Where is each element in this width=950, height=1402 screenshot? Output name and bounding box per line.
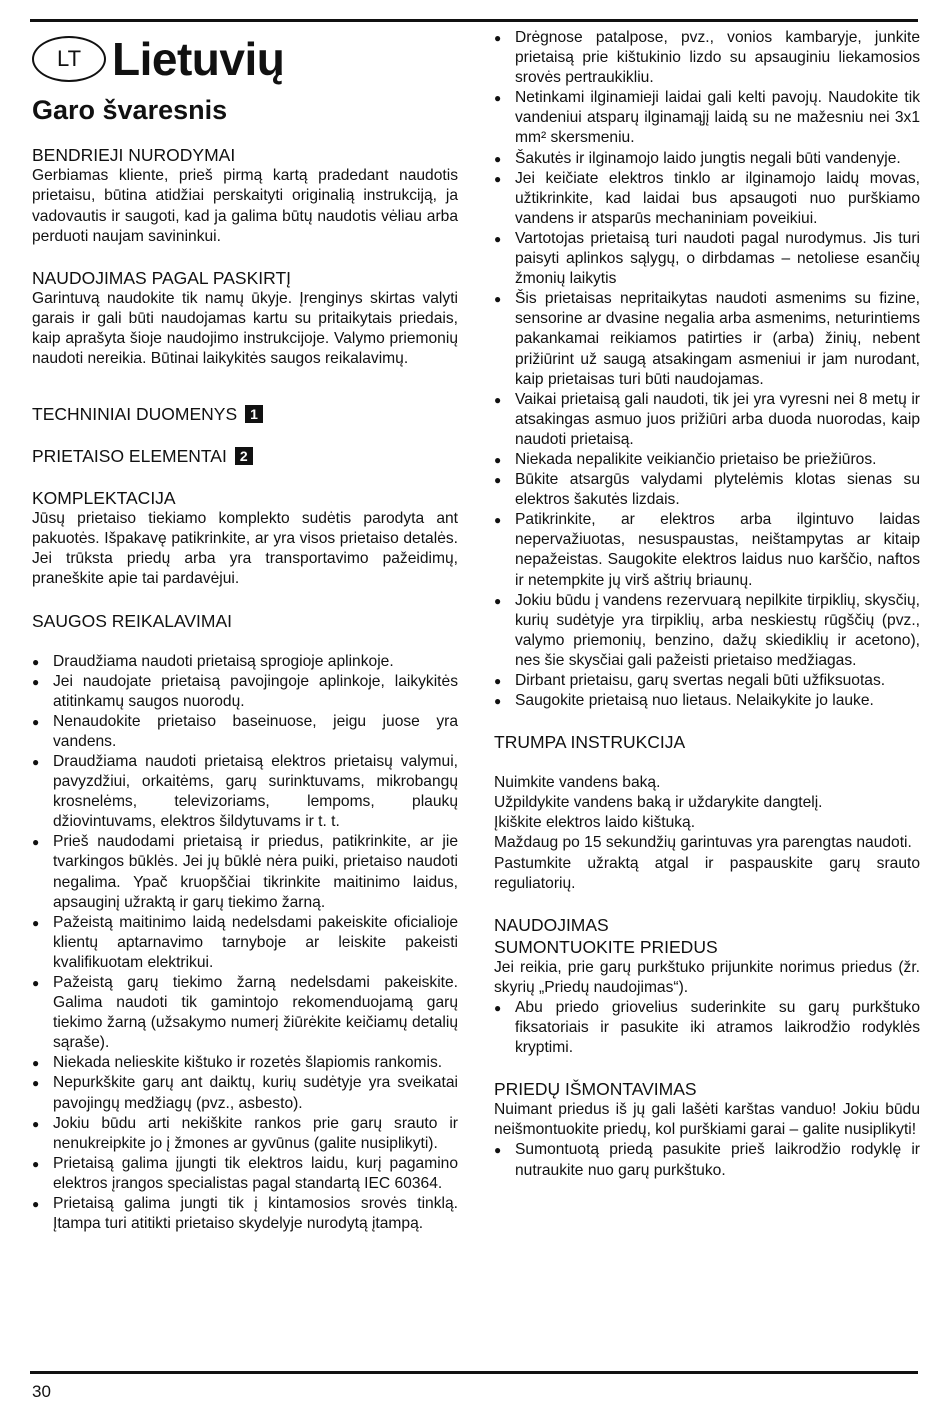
figure-ref-1: 1 (245, 405, 263, 423)
list-item: ● Šis prietaisas nepritaikytas naudoti asmenims su fizine, sensorine ar dvasine negalia arba asmenims, neturintiems pakankamai reikiamos patirties ir (arba) žinių, nebent prižiūrint už saugą atsakingam asmeniui ir jam nurodant, kaip prietaisas turi būti naudojamas. (494, 289, 920, 389)
list-item: ● Būkite atsargūs valydami plytelėmis klotas sienas su elektros šakutės lizdais. (494, 470, 920, 510)
page-number: 30 (32, 1382, 51, 1401)
right-column (494, 28, 920, 1181)
heading-package: KOMPLEKTACIJA (32, 488, 176, 509)
heading-elements (32, 445, 458, 467)
heading-general: BENDRIEJI NURODYMAI (32, 145, 236, 166)
list-item: ● Prietaisą galima jungti tik į kintamosios srovės tinklą. Įtampa turi atitikti prietaiso skydelyje nurodytą įtampą. (32, 1194, 458, 1234)
technical-label: TECHNINIAI DUOMENYS (32, 404, 238, 425)
list-item: ● Abu priedo griovelius suderinkite su garų purkštuko fiksatoriais ir pasukite iki atramos laikrodžio rodyklės kryptimi. (494, 998, 920, 1058)
removal-text: Nuimant priedus iš jų gali lašėti karštas vanduo! Jokiu būdu neišmontuokite priedų, kol purškiami garai – galite nusiplikyti! (494, 1101, 920, 1139)
left-column (32, 30, 458, 1234)
quick-instructions (494, 773, 920, 894)
heading-intended-use: NAUDOJIMAS PAGAL PASKIRTĮ (32, 267, 291, 288)
list-item: ● Draudžiama naudoti prietaisą elektros prietaisų valymui, pavyzdžiui, orkaitėms, garų surinktuvams, mikrobangų krosnelėms, televizoriams, lempoms, plaukų džiovintuvams, elektros šildytuvams ir t. t. (32, 752, 458, 832)
heading-quick: TRUMPA INSTRUKCIJA (494, 732, 686, 753)
list-item: ● Prieš naudodami prietaisą ir priedus, patikrinkite, ar jie tvarkingos būklės. Jei jų būklė nėra puiki, prietaiso naudoti negalima. Ypač kruopščiai tikrinkite maitinimo laidus, apsauginį užraktą ir garų tiekimo žarną. (32, 832, 458, 912)
list-item: ● Nenaudokite prietaiso baseinuose, jeigu juose yra vandens. (32, 712, 458, 752)
usage-text: Jei reikia, prie garų purkštuko prijunkite norimus priedus (žr. skyrių „Priedų naudojimas“). (494, 958, 920, 996)
language-header (32, 30, 458, 88)
instruction-line: Užpildykite vandens baką ir uždarykite dangtelį. (494, 794, 823, 812)
instruction-line: Įkiškite elektros laido kištuką. (494, 814, 696, 832)
top-rule (30, 19, 918, 22)
list-item: ● Drėgnose patalpose, pvz., vonios kambaryje, junkite prietaisą prie kištukinio lizdo su apsauginiu liekamosios srovės pertraukikliu. (494, 28, 920, 88)
list-item: ● Jei naudojate prietaisą pavojingoje aplinkoje, laikykitės atitinkamų saugos nuorodų. (32, 672, 458, 712)
product-title: Garo švaresnis (32, 95, 228, 125)
list-item: ● Sumontuotą priedą pasukite prieš laikrodžio rodyklę ir nutraukite nuo garų purkštuko. (494, 1140, 920, 1180)
instruction-line: Nuimkite vandens baką. (494, 774, 661, 792)
instruction-line: Maždaug po 15 sekundžių garintuvas yra parengtas naudoti. (494, 834, 912, 852)
list-item: ● Niekada nelieskite kištuko ir rozetės šlapiomis rankomis. (32, 1053, 458, 1073)
list-item: ● Jei keičiate elektros tinklo ar ilginamojo laidų movas, užtikrinkite, kad laidai bus apsaugoti nuo purškiamo vandens ir atsparūs mechaniniam poveikiui. (494, 169, 920, 229)
heading-technical (32, 403, 458, 425)
list-item: ● Niekada nepalikite veikiančio prietaiso be priežiūros. (494, 450, 920, 470)
intended-use-text: Garintuvą naudokite tik namų ūkyje. Įrenginys skirtas valyti garais ir gali būti naudojamas kartu su pritaikytais priedais, kaip aprašyta šioje naudojimo instrukcijoje. Valymo priemonių naudoti nereikia. Būtinai laikykitės saugos reikalavimų. (32, 289, 458, 368)
list-item: ● Vaikai prietaisą gali naudoti, tik jei yra vyresni nei 8 metų ir atsakingas asmuo juos prižiūri arba duoda nuorodas, kaip naudoti prietaisą. (494, 390, 920, 450)
list-item: ● Saugokite prietaisą nuo lietaus. Nelaikykite jo lauke. (494, 691, 920, 711)
list-item: ● Šakutės ir ilginamojo laido jungtis negali būti vandenyje. (494, 149, 920, 169)
list-item: ● Jokiu būdu arti nekiškite rankos prie garų srauto ir nenukreipkite jo į žmones ar gyvūnus (galite nusiplikyti). (32, 1114, 458, 1154)
usage-list (494, 998, 920, 1058)
list-item: ● Pažeistą garų tiekimo žarną nedelsdami pakeiskite. Galima naudoti tik gamintojo rekomenduojamą garų tiekimo žarną (užsakymo numerį žiūrėkite keičiamų detalių sąraše). (32, 973, 458, 1053)
list-item: ● Netinkami ilginamieji laidai gali kelti pavojų. Naudokite tik vandeniui atsparų ilginamąjį laidą su ne mažesniu nei 3x1 mm² skersmeniu. (494, 88, 920, 148)
figure-ref-2: 2 (235, 447, 253, 465)
instruction-line: Pastumkite užraktą atgal ir paspauskite garų srauto reguliatorių. (494, 854, 920, 892)
heading-removal: PRIEDŲ IŠMONTAVIMAS (494, 1079, 697, 1100)
bottom-rule (30, 1371, 918, 1374)
list-item: ● Dirbant prietaisu, garų svertas negali būti užfiksuotas. (494, 671, 920, 691)
language-badge: LT (32, 36, 106, 82)
list-item: ● Jokiu būdu į vandens rezervuarą nepilkite tirpiklių, skysčių, kurių sudėtyje yra tirpiklių, arba neskiestų rūgščių (pvz., valymo priemonių, benzino, dažų skiediklių ir acetono), nes šie skysčiai gali pažeisti prietaiso medžiagas. (494, 591, 920, 671)
elements-label: PRIETAISO ELEMENTAI (32, 446, 227, 467)
package-text: Jūsų prietaiso tiekiamo komplekto sudėtis parodyta ant pakuotės. Išpakavę patikrinkite, ar yra visos prietaiso detalės. Jei trūksta priedų arba yra transportavimo pažeidimų, praneškite apie tai pardavėjui. (32, 510, 458, 588)
list-item: ● Draudžiama naudoti prietaisą sprogioje aplinkoje. (32, 652, 458, 672)
heading-usage: NAUDOJIMAS (494, 914, 609, 935)
safety-list-left (32, 652, 458, 1235)
heading-mount-accessories: SUMONTUOKITE PRIEDUS (494, 936, 718, 957)
list-item: ● Vartotojas prietaisą turi naudoti pagal nurodymus. Jis turi paisyti aplinkos sąlygų, o dirbdamas – netoliese esančių žmonių laikytis (494, 229, 920, 289)
safety-list-right (494, 28, 920, 711)
general-text: Gerbiamas kliente, prieš pirmą kartą pradedant naudotis prietaisu, būtina atidžiai perskaityti originalią instrukciją, ja vadovautis ir saugoti, kad ja galima būtų naudotis vėliau arba perduoti naujam savininkui. (32, 167, 458, 245)
list-item: ● Prietaisą galima įjungti tik elektros laidu, kurį pagamino elektros įrangos specialistas pagal standartą IEC 60364. (32, 1154, 458, 1194)
removal-list (494, 1140, 920, 1180)
language-title: Lietuvių (112, 33, 285, 85)
list-item: ● Patikrinkite, ar elektros arba ilgintuvo laidas nepervažiuotas, nesuspaustas, neištampytas ar kitaip nepažeistas. Saugokite elektros laidus nuo karščio, naftos ir netempkite jų virš aštrių briaunų. (494, 510, 920, 590)
list-item: ● Nepurkškite garų ant daiktų, kurių sudėtyje yra sveikatai pavojingų medžiagų (pvz., asbesto). (32, 1073, 458, 1113)
heading-safety: SAUGOS REIKALAVIMAI (32, 610, 233, 631)
list-item: ● Pažeistą maitinimo laidą nedelsdami pakeiskite oficialioje klientų aptarnavimo tarnyboje ar leiskite pakeisti kvalifikuotam elektrikui. (32, 913, 458, 973)
